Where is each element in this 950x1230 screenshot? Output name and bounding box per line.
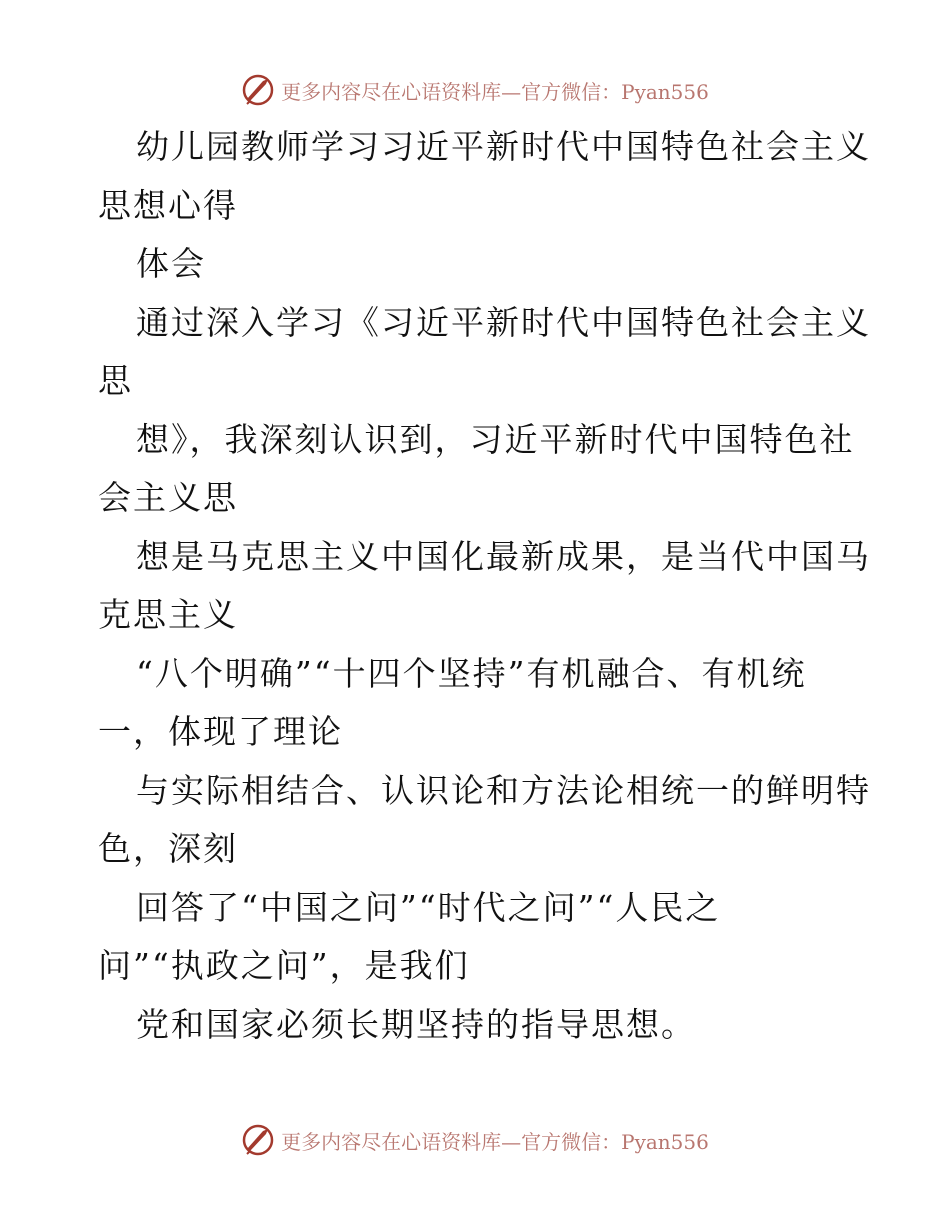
document-body [98,118,871,1054]
paragraph-line-continued: 色，深刻 [98,829,238,868]
quill-pen-seal-icon [241,1123,275,1157]
watermark-wechat-text: 官方微信：Pyan556 [521,1129,709,1154]
paragraph-line: 回答了“中国之问”“时代之问”“人民之 [136,887,721,927]
paragraph-line-continued: 问”“执政之问”，是我们 [98,946,470,985]
watermark-text [281,76,709,105]
quill-pen-seal-icon [241,73,275,107]
paragraph-line: 与实际相结合、认识论和方法论相统一的鲜明特 [136,770,871,810]
title-line-continued: 思想心得 [98,185,238,225]
watermark-text [281,1126,709,1155]
paragraph-line-continued: 一，体现了理论 [98,712,343,751]
header-watermark [0,70,950,110]
watermark-main-text: 更多内容尽在心语资料库 [281,79,502,104]
paragraph-line: 想是马克思主义中国化最新成果，是当代中国马 [136,536,871,576]
paragraph-line: 体会 [136,244,206,283]
watermark-wechat-text: 官方微信：Pyan556 [521,79,709,104]
paragraph-line: 党和国家必须长期坚持的指导思想。 [136,1004,696,1044]
watermark-dash: — [501,1129,522,1154]
paragraph-line: “八个明确”“十四个坚持”有机融合、有机统 [136,653,807,693]
watermark-main-text: 更多内容尽在心语资料库 [281,1129,502,1154]
footer-watermark [0,1120,950,1160]
paragraph-line-continued: 克思主义 [98,595,238,634]
paragraph-line-continued: 思 [98,361,133,400]
paragraph-line: 通过深入学习《习近平新时代中国特色社会主义 [136,302,871,342]
title-line: 幼儿园教师学习习近平新时代中国特色社会主义 [136,127,871,166]
paragraph-line: 想》，我深刻认识到，习近平新时代中国特色社 [136,419,855,459]
paragraph-line-continued: 会主义思 [98,478,238,517]
watermark-dash: — [501,79,522,104]
